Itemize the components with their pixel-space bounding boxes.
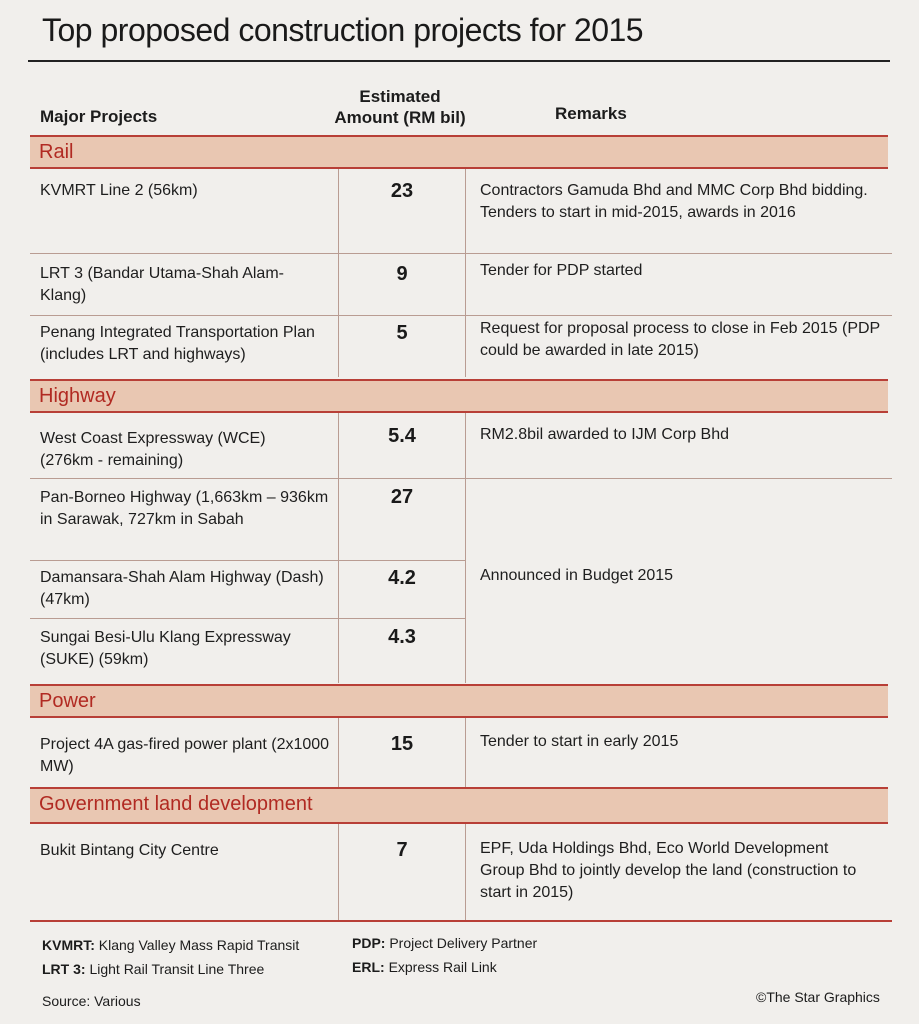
source-note: Source: Various <box>42 993 141 1009</box>
project-west-coast-expressway: West Coast Expressway (WCE) (276km - remaining) <box>40 430 266 469</box>
amount-dash-highway: 4.2 <box>388 567 416 589</box>
footnote-erl-abbr: ERL: <box>352 959 385 975</box>
section-power <box>30 684 888 718</box>
section-highway-label: Highway <box>39 385 116 407</box>
header-remarks: Remarks <box>555 104 627 123</box>
amount-kvmrt-line-2: 23 <box>390 180 414 202</box>
graphics-credit: ©The Star Graphics <box>756 989 880 1005</box>
amount-bukit-bintang: 7 <box>396 839 408 861</box>
table-bottom-rule <box>30 920 892 922</box>
amount-4a-power-plant: 15 <box>390 733 414 755</box>
footnote-kvmrt-abbr: KVMRT: <box>42 937 95 953</box>
amount-pan-borneo-highway: 27 <box>390 486 414 508</box>
footnote-lrt3 <box>42 960 264 978</box>
header-amount-line2: Amount (RM bil) <box>334 108 466 127</box>
header-estimated-amount <box>330 86 470 128</box>
row-divider <box>30 315 892 316</box>
footnote-pdp-abbr: PDP: <box>352 935 386 951</box>
project-suke-expressway: Sungai Besi-Ulu Klang Expressway (SUKE) (59km) <box>40 629 291 668</box>
amount-suke-expressway: 4.3 <box>388 626 416 648</box>
project-kvmrt-line-2: KVMRT Line 2 (56km) <box>40 182 198 199</box>
section-government-land <box>30 787 888 824</box>
footnote-lrt3-abbr: LRT 3: <box>42 961 86 977</box>
footnote-erl <box>352 958 497 976</box>
page-title: Top proposed construction projects for 2015 <box>42 12 644 48</box>
project-4a-power-plant: Project 4A gas-fired power plant (2x1000 MW) <box>40 736 330 775</box>
remarks-penang-transport-plan: Request for proposal process to close in Feb 2015 (PDP could be awarded in late 2015) <box>480 320 880 359</box>
amount-lrt-3: 9 <box>396 263 408 285</box>
footnote-pdp <box>352 934 537 952</box>
remarks-bukit-bintang: EPF, Uda Holdings Bhd, Eco World Development Group Bhd to jointly develop the land (construction to start in 2015) <box>480 840 857 901</box>
footnote-pdp-text: Project Delivery Partner <box>389 935 538 951</box>
row-divider <box>30 618 466 619</box>
header-major-projects: Major Projects <box>40 107 158 126</box>
remarks-4a-power-plant: Tender to start in early 2015 <box>480 733 679 750</box>
remarks-kvmrt-line-2: Contractors Gamuda Bhd and MMC Corp Bhd bidding. Tenders to start in mid-2015, awards in 2016 <box>480 182 868 221</box>
section-rail-label: Rail <box>39 141 74 163</box>
section-highway <box>30 379 888 413</box>
project-bukit-bintang: Bukit Bintang City Centre <box>40 842 219 859</box>
project-penang-transport-plan: Penang Integrated Transportation Plan (includes LRT and highways) <box>40 324 315 363</box>
row-divider <box>30 478 892 479</box>
header-amount-line1: Estimated <box>359 87 441 106</box>
section-land-label: Government land development <box>39 793 313 815</box>
project-pan-borneo-highway: Pan-Borneo Highway (1,663km – 936km in Sarawak, 727km in Sabah <box>40 489 329 528</box>
row-divider <box>30 253 892 254</box>
footnote-kvmrt-text: Klang Valley Mass Rapid Transit <box>98 937 300 953</box>
project-dash-highway: Damansara-Shah Alam Highway (Dash) (47km) <box>40 569 324 608</box>
amount-penang-transport-plan: 5 <box>396 322 408 344</box>
footnote-kvmrt <box>42 936 299 954</box>
project-lrt-3: LRT 3 (Bandar Utama-Shah Alam-Klang) <box>40 265 284 304</box>
section-rail <box>30 135 888 169</box>
title-divider <box>28 60 890 62</box>
remarks-west-coast-expressway: RM2.8bil awarded to IJM Corp Bhd <box>480 426 729 443</box>
row-divider <box>30 560 466 561</box>
remarks-budget-2015: Announced in Budget 2015 <box>480 567 674 584</box>
footnote-lrt3-text: Light Rail Transit Line Three <box>89 961 265 977</box>
section-power-label: Power <box>39 690 96 712</box>
footnote-erl-text: Express Rail Link <box>388 959 497 975</box>
amount-west-coast-expressway: 5.4 <box>388 425 416 447</box>
remarks-lrt-3: Tender for PDP started <box>480 262 643 279</box>
